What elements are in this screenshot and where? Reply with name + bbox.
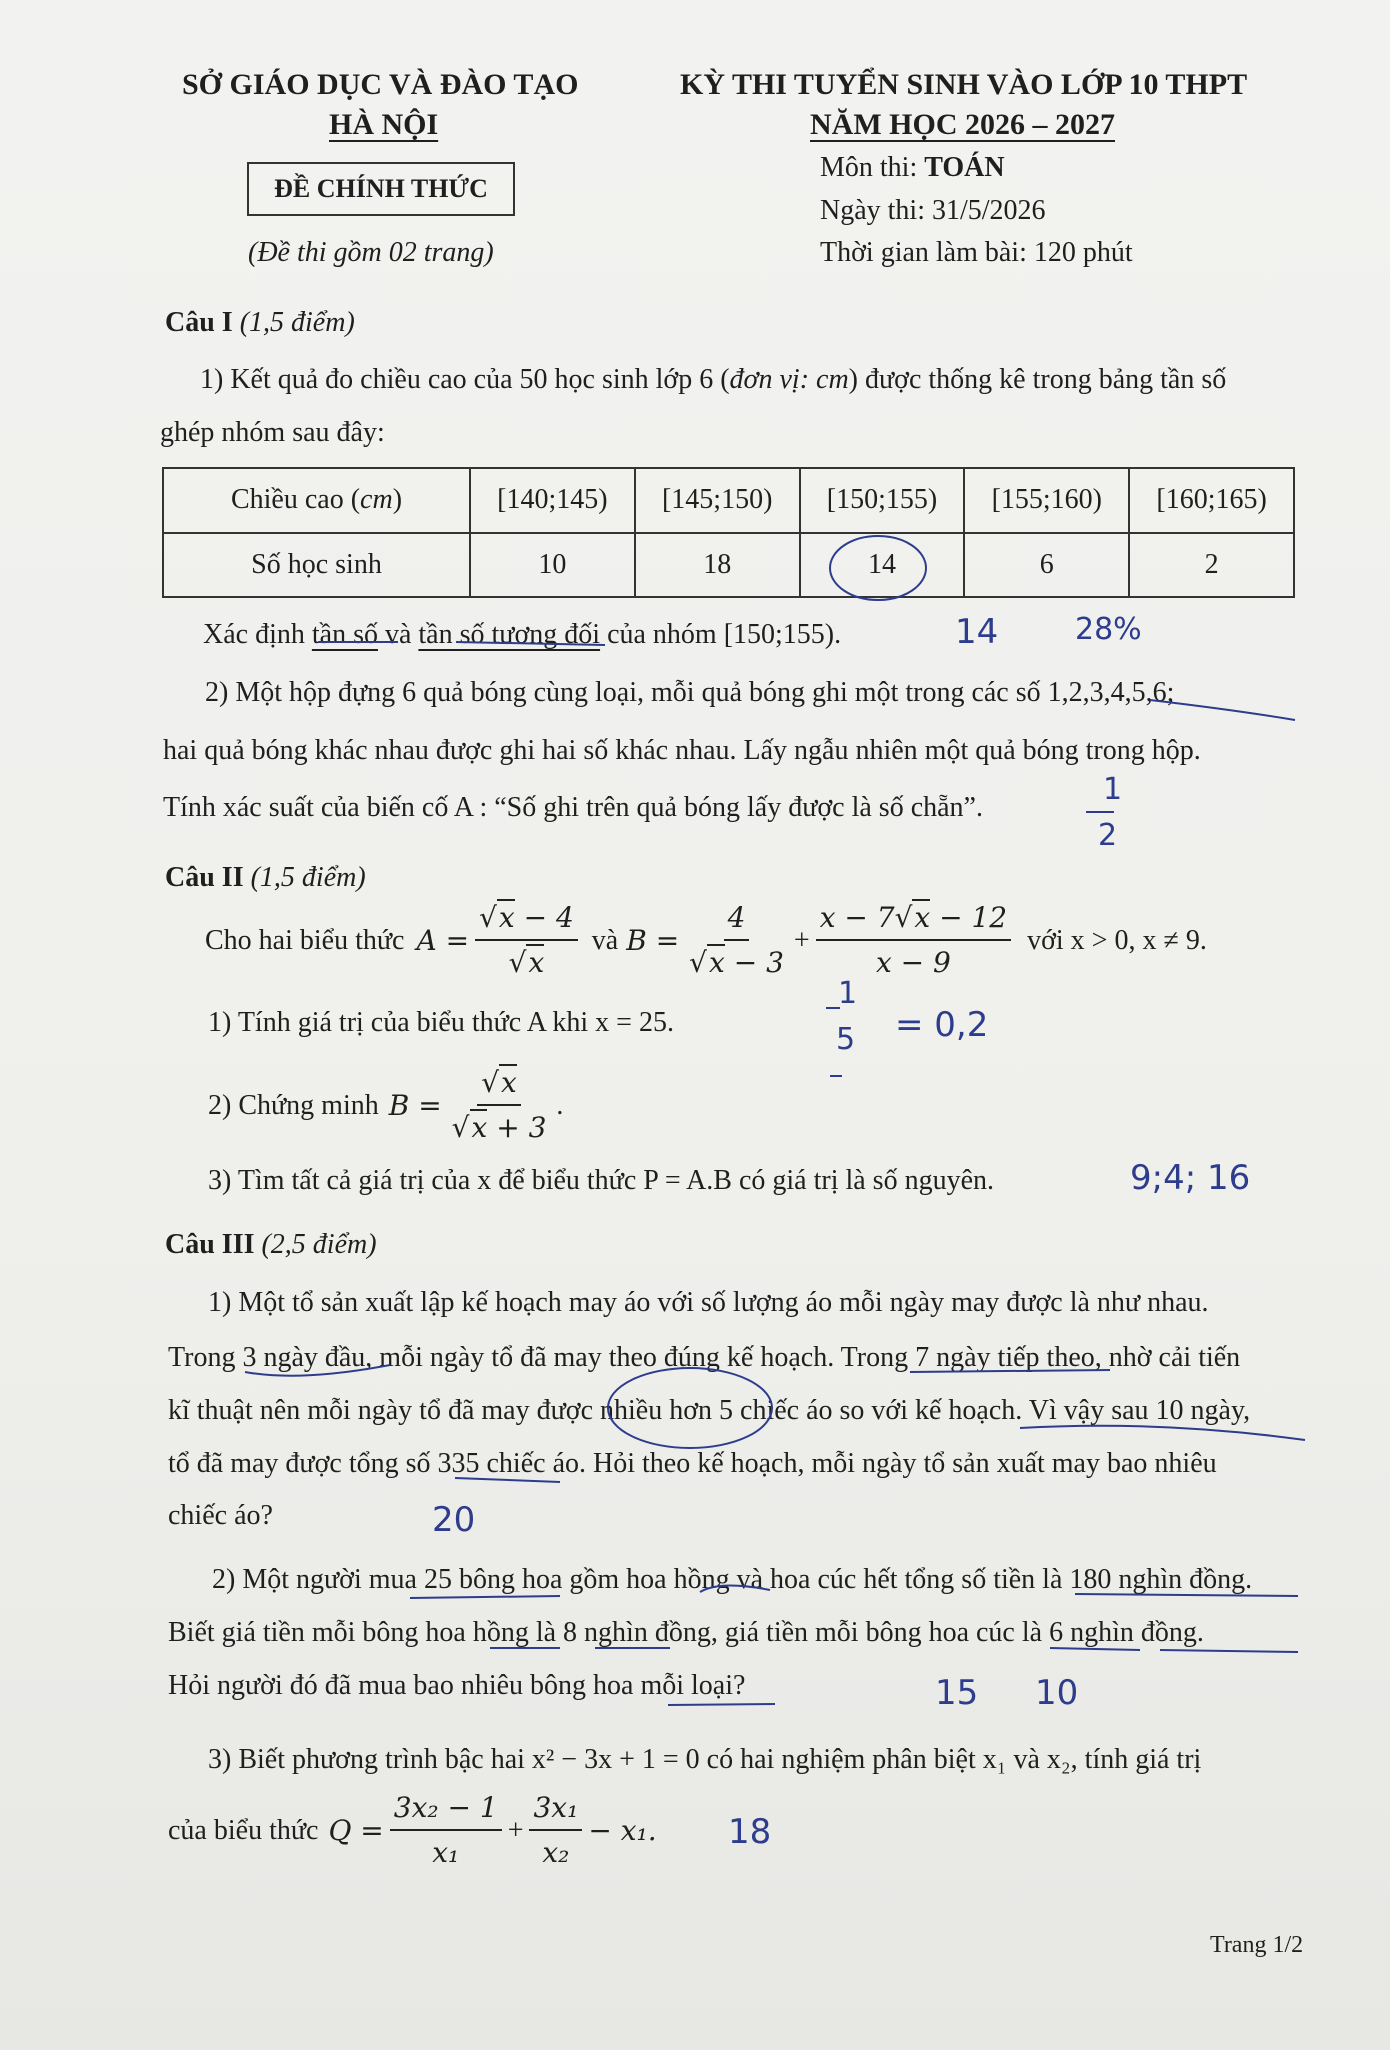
q3-p3-line1: 3) Biết phương trình bậc hai x² − 3x + 1 = 0 có hai nghiệm phân biệt x₁ và x₂, tính giá trị — [208, 1744, 1202, 1775]
pages-note: (Đề thi gồm 02 trang) — [248, 237, 494, 268]
exam-duration: Thời gian làm bài: 120 phút — [820, 237, 1133, 268]
table-cell: 14 — [800, 533, 965, 598]
handwritten-answer: = 0,2 — [895, 1005, 989, 1045]
math: 3x₁ — [529, 1790, 582, 1831]
text: với x > 0, x ≠ 9. — [1027, 924, 1207, 956]
text: Xác định — [203, 619, 312, 650]
math: − x₁. — [588, 1813, 657, 1847]
math: x — [914, 901, 931, 934]
math: x — [709, 946, 725, 979]
table-cell: 2 — [1129, 533, 1294, 598]
q2-p1: 1) Tính giá trị của biểu thức A khi x = 25. — [208, 1007, 674, 1038]
math: − 4 — [514, 901, 574, 934]
text: tần số tương đối — [418, 619, 601, 650]
q2-title: Câu II — [165, 862, 244, 893]
table-cell: [150;155) — [800, 468, 965, 533]
q3-p2-line1: 2) Một người mua 25 bông hoa gồm hoa hồng và hoa cúc hết tổng số tiền là 180 nghìn đồng. — [212, 1564, 1253, 1595]
underline-mark — [455, 1426, 1305, 1482]
text: và — [591, 924, 619, 956]
official-exam-label: ĐỀ CHÍNH THỨC — [247, 162, 515, 216]
math: A = — [416, 923, 470, 957]
text: 1) Kết quả đo chiều cao của 50 học sinh lớp 6 ( — [200, 364, 730, 395]
handwritten-answer: 1 — [838, 976, 858, 1011]
math: x — [471, 1111, 488, 1144]
table-cell: [145;150) — [635, 468, 800, 533]
q2-points: (1,5 điểm) — [250, 862, 366, 893]
q2-p2: 2) Chứng minh B = $\frac{√x}{√x + 3}$ . — [208, 1066, 564, 1144]
school-year: NĂM HỌC 2026 – 2027 — [810, 108, 1115, 141]
q2-p3: 3) Tìm tất cả giá trị của x để biểu thức P = A.B có giá trị là số nguyên. — [208, 1165, 995, 1196]
q3-p2-line3: Hỏi người đó đã mua bao nhiêu bông hoa mỗi loại? — [168, 1670, 746, 1701]
q3-p1-line3: kĩ thuật nên mỗi ngày tổ đã may được nhiều hơn 5 chiếc áo so với kế hoạch. Vì vậy sau 10 ngày, — [168, 1395, 1251, 1426]
underline-mark — [490, 1648, 1298, 1652]
handwritten-answer: 2 — [1098, 818, 1118, 853]
math: Q = — [328, 1813, 384, 1847]
math: + — [793, 924, 810, 956]
math: x — [498, 901, 515, 934]
exam-date: Ngày thi: 31/5/2026 — [820, 195, 1046, 226]
q3-p1-line4: tổ đã may được tổng số 335 chiếc áo. Hỏi theo kế hoạch, mỗi ngày tổ sản xuất may bao nhiêu — [168, 1448, 1217, 1479]
exam-title: KỲ THI TUYỂN SINH VÀO LỚP 10 THPT — [680, 68, 1248, 101]
handwritten-answer: 15 — [935, 1673, 979, 1713]
math: x − 7 — [819, 901, 895, 934]
math: B = — [626, 923, 680, 957]
fraction-B1: $\frac{4}{√x - 3}$ — [689, 901, 784, 979]
fraction-A: $\frac{√x - 4}{√x}$ — [475, 900, 578, 980]
text: của nhóm [150;155). — [600, 619, 842, 650]
math: x₁ — [432, 1836, 460, 1869]
q1-p2-line3: Tính xác suất của biến cố A : “Số ghi trên quả bóng lấy được là số chẵn”. — [163, 792, 983, 823]
q3-p1-line5: chiếc áo? — [168, 1500, 273, 1531]
page-number: Trang 1/2 — [1210, 1932, 1304, 1958]
table-cell: [140;145) — [470, 468, 635, 533]
dept-line1: SỞ GIÁO DỤC VÀ ĐÀO TẠO — [182, 68, 579, 101]
unit: đơn vị: cm — [729, 364, 849, 395]
text: và — [377, 619, 419, 650]
q3-points: (2,5 điểm) — [261, 1229, 377, 1260]
q3-p3-line2: của biểu thức Q = $\frac{\text{3x₂ − 1}}{\text{x₁}}$ + $\frac{\text{3x₁}}{\text{x₂}}$ − x₁. — [168, 1791, 657, 1869]
text: ) được thống kê trong bảng tần số — [848, 364, 1227, 395]
math: x — [501, 1066, 517, 1099]
handwritten-answer: 18 — [728, 1812, 772, 1852]
handwritten-answer: 10 — [1035, 1673, 1079, 1713]
table-cell: [160;165) — [1129, 468, 1294, 533]
text: tần số — [311, 619, 378, 650]
dept-line2: HÀ NỘI — [329, 108, 439, 141]
underline-mark — [668, 1704, 775, 1705]
q1-title: Câu I — [165, 307, 233, 338]
subject-label: Môn thi: — [820, 152, 918, 183]
underline-mark — [245, 1365, 1110, 1376]
table-cell: 6 — [964, 533, 1129, 598]
handwritten-answer: 5 — [836, 1022, 856, 1057]
q3-p2-line2: Biết giá tiền mỗi bông hoa hồng là 8 nghìn đồng, giá tiền mỗi bông hoa cúc là 6 nghìn đồng. — [168, 1617, 1204, 1648]
table-cell: [155;160) — [964, 468, 1129, 533]
math: − 12 — [930, 901, 1008, 934]
circle-mark — [830, 536, 926, 600]
math: x — [528, 946, 545, 979]
q1-p2-line2: hai quả bóng khác nhau được ghi hai số khác nhau. Lấy ngẫu nhiên một quả bóng trong hộp. — [163, 735, 1201, 766]
table-cell: 10 — [470, 533, 635, 598]
q1-points: (1,5 điểm) — [239, 307, 355, 338]
circle-mark — [608, 1368, 772, 1448]
table-header-cell: Số học sinh — [163, 533, 470, 598]
text: 2) Chứng minh — [208, 1089, 379, 1121]
subject-value: TOÁN — [924, 152, 1005, 183]
underline-mark — [318, 642, 605, 645]
handwritten-answer: 20 — [432, 1500, 476, 1540]
text: của biểu thức — [168, 1814, 319, 1846]
text: Cho hai biểu thức — [205, 924, 405, 956]
math: B = — [388, 1088, 442, 1122]
handwritten-answer: 28% — [1075, 612, 1142, 647]
q1-p1-line2: ghép nhóm sau đây: — [160, 417, 385, 448]
math: 3x₂ − 1 — [390, 1790, 502, 1831]
q3-title: Câu III — [165, 1229, 255, 1260]
handwritten-answer: 14 — [955, 612, 999, 652]
underline-mark — [410, 1585, 1298, 1598]
q3-p1-line2: Trong 3 ngày đầu, mỗi ngày tổ đã may theo đúng kế hoạch. Trong 7 ngày tiếp theo, nhờ cải tiến — [168, 1342, 1241, 1373]
math: − 3 — [724, 946, 784, 979]
math: x₂ — [542, 1836, 570, 1869]
fraction-B2: $\frac{x - 7√x - 12}{x - 9}$ — [816, 900, 1011, 980]
table-cell: 18 — [635, 533, 800, 598]
q1-p2-line1: 2) Một hộp đựng 6 quả bóng cùng loại, mỗi quả bóng ghi một trong các số 1,2,3,4,5,6; — [205, 677, 1175, 708]
handwritten-answer: 9;4; 16 — [1130, 1158, 1251, 1198]
q3-p1-line1: 1) Một tổ sản xuất lập kế hoạch may áo với số lượng áo mỗi ngày may được là như nhau. — [208, 1287, 1209, 1318]
fraction-B-proof: $\frac{√x}{√x + 3}$ — [451, 1066, 547, 1144]
underline-mark — [1150, 700, 1295, 720]
table-header-cell: Chiều cao (cm) — [163, 468, 470, 533]
math: 4 — [724, 900, 750, 941]
math: + 3 — [487, 1111, 547, 1144]
math: x − 9 — [875, 946, 951, 979]
handwritten-answer: 1 — [1103, 772, 1123, 807]
